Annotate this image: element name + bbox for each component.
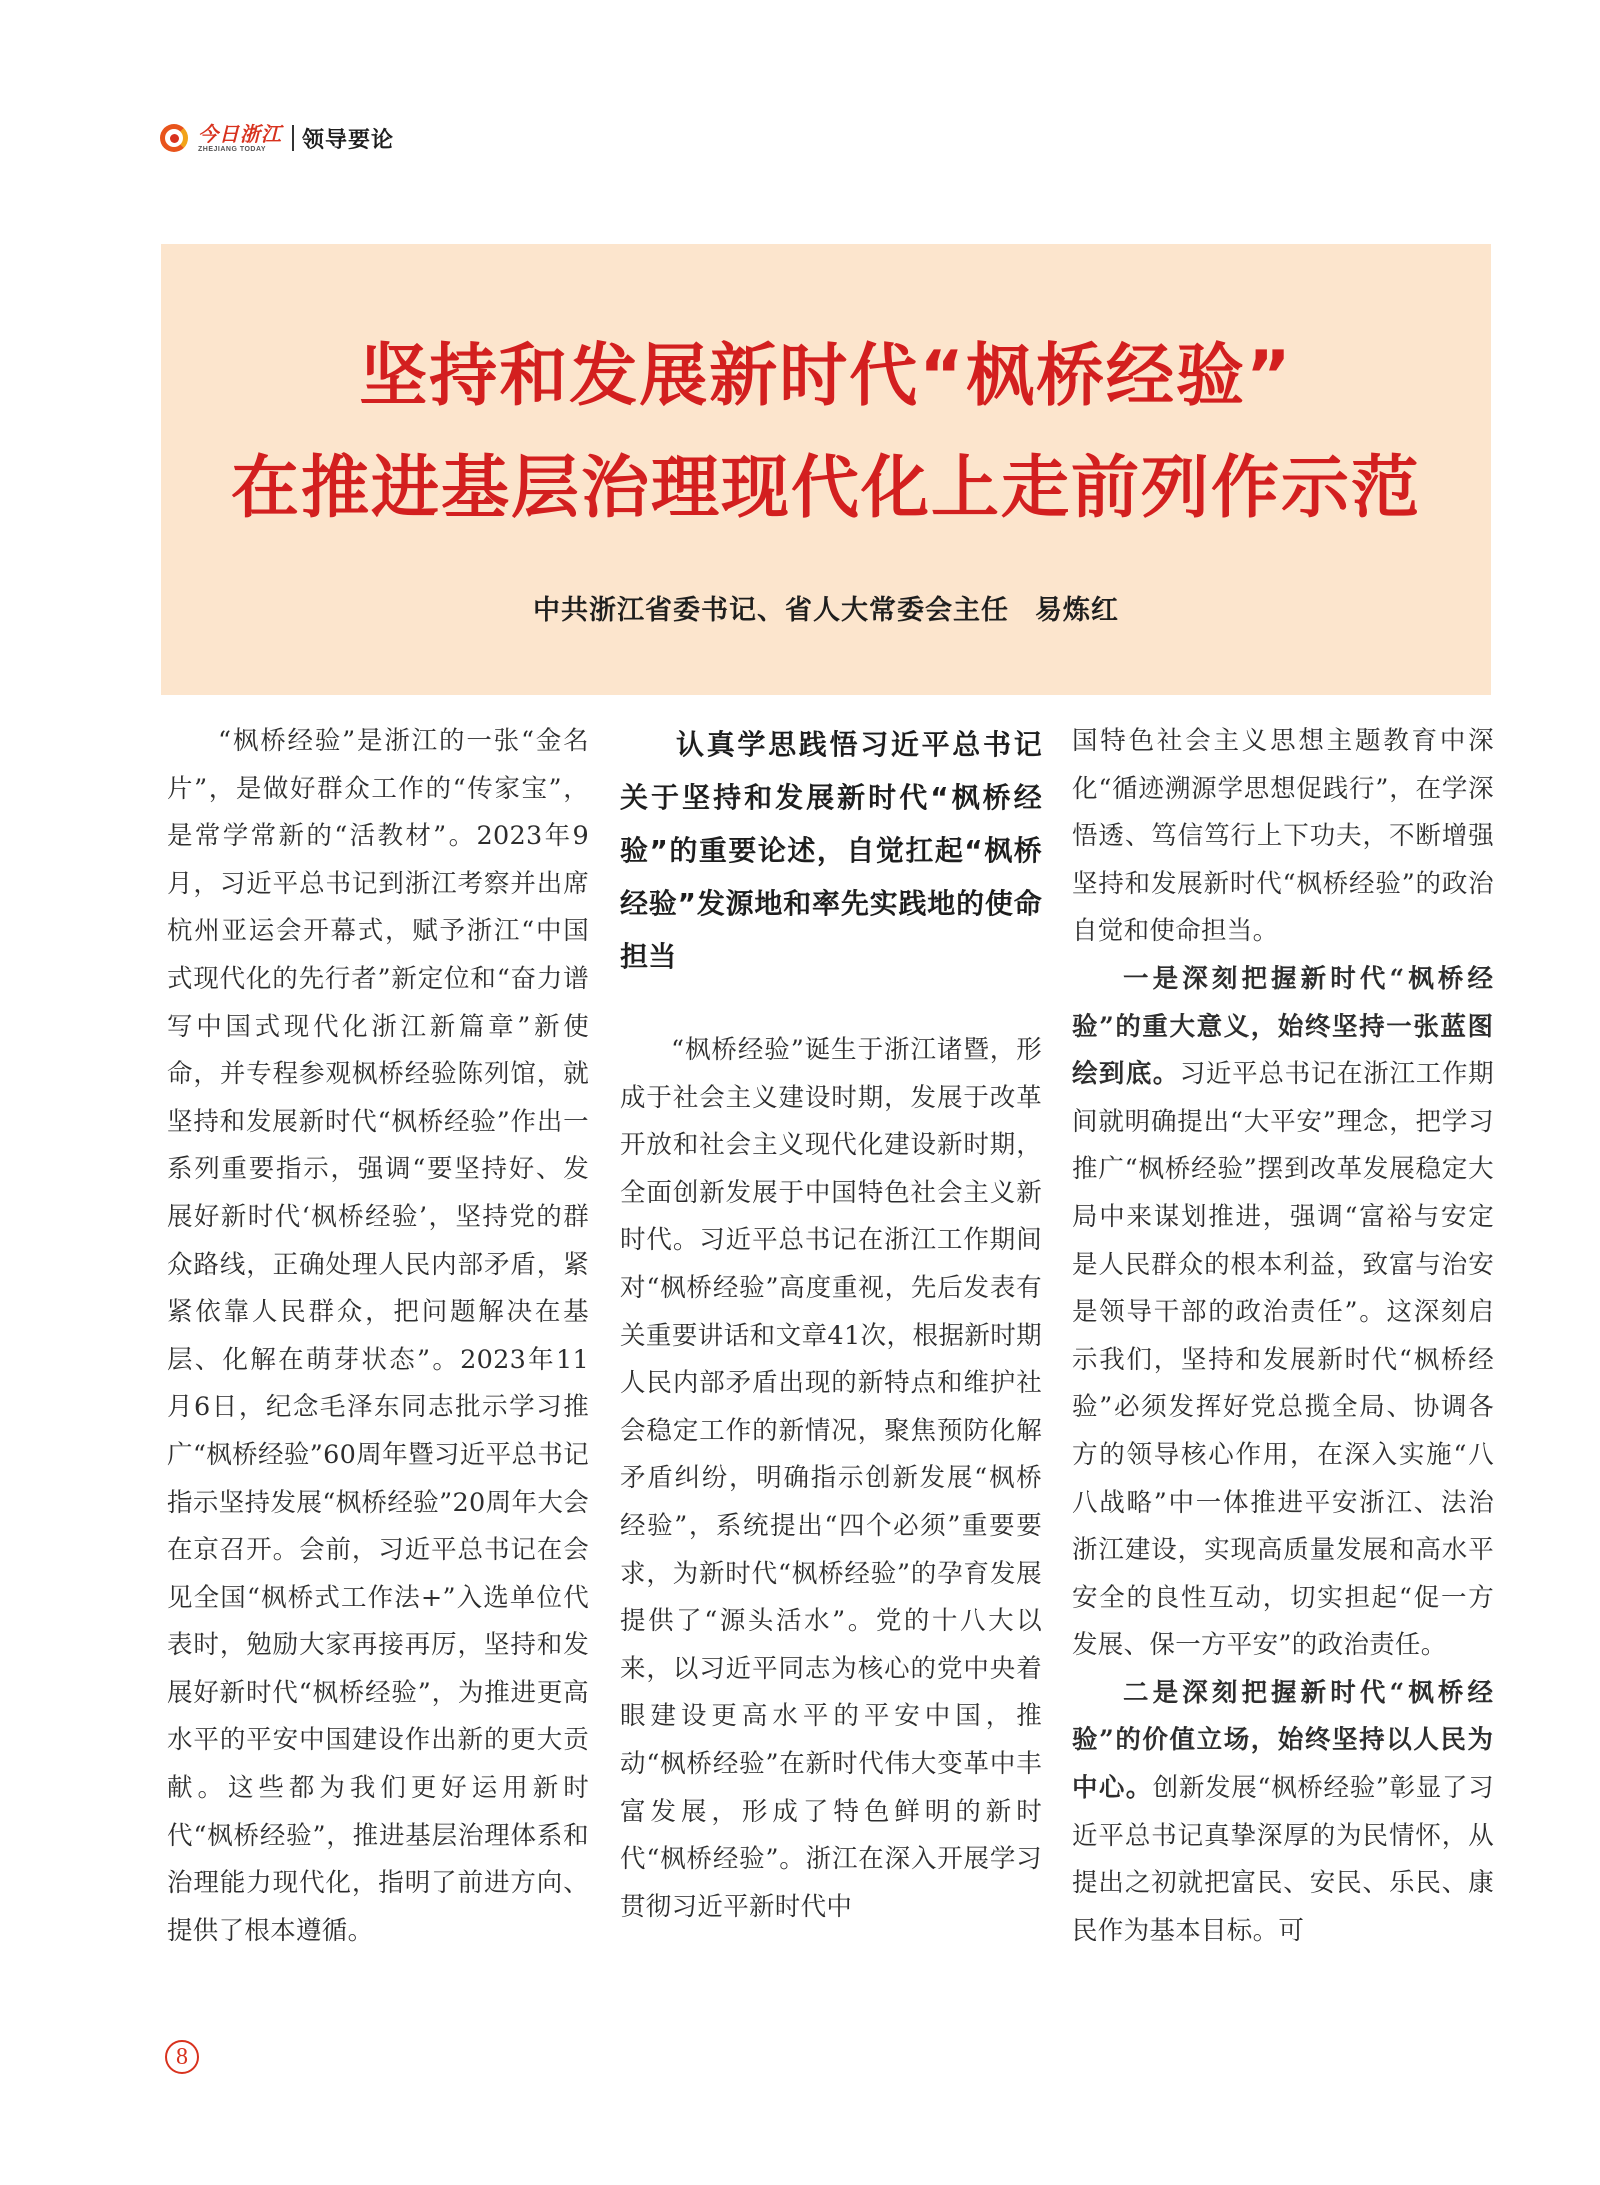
- logo: [198, 121, 282, 153]
- subheading-text: 认真学思践悟习近平总书记关于坚持和发展新时代“枫桥经验”的重要论述，自觉扛起“枫桥经验”发源地和率先实践地的使命担当: [620, 728, 1042, 973]
- logo-subtitle: ZHEJIANG TODAY: [198, 145, 267, 153]
- author-name: 易炼红: [1035, 595, 1119, 626]
- paragraph: [1072, 956, 1494, 1670]
- masthead-divider: [292, 125, 294, 151]
- masthead: [160, 118, 394, 158]
- body-column-3: [1072, 718, 1494, 1955]
- paragraph: 国特色社会主义思想主题教育中深化“循迹溯源学思想促践行”，在学深悟透、笃信笃行上下功夫，不断增强坚持和发展新时代“枫桥经验”的政治自觉和使命担当。: [1072, 726, 1494, 947]
- section-subheading: [620, 718, 1042, 983]
- logo-title: 今日浙江: [198, 121, 282, 146]
- body-column-2: [620, 718, 1042, 1931]
- author-position: 中共浙江省委书记、省人大常委会主任: [533, 595, 1009, 626]
- paragraph-body: 创新发展“枫桥经验”彰显了习近平总书记真挚深厚的为民情怀，从提出之初就把富民、安民、乐民、康民作为基本目标。可: [1072, 1773, 1494, 1946]
- byline: [161, 588, 1491, 627]
- page-number: 8: [165, 2040, 199, 2074]
- title-block: [161, 244, 1491, 695]
- paragraph-lead: 二是深刻把握新时代“枫桥经验”的价值立场，始终坚持以人民为中心。: [1072, 1677, 1494, 1804]
- paragraph: “枫桥经验”诞生于浙江诸暨，形成于社会主义建设时期，发展于改革开放和社会主义现代化建设新时期，全面创新发展于中国特色社会主义新时代。习近平总书记在浙江工作期间对“枫桥经验”高度重视，先后发表有关重要讲话和文章41次，根据新时期人民内部矛盾出现的新特点和维护社会稳定工作的新情况，聚焦预防化解矛盾纠纷，明确指示创新发展“枫桥经验”，系统提出“四个必须”重要要求，为新时代“枫桥经验”的孕育发展提供了“源头活水”。党的十八大以来，以习近平同志为核心的党中央着眼建设更高水平的平安中国，推动“枫桥经验”在新时代伟大变革中丰富发展，形成了特色鲜明的新时代“枫桥经验”。浙江在深入开展学习贯彻习近平新时代中: [620, 1035, 1042, 1922]
- paragraph-lead: 一是深刻把握新时代“枫桥经验”的重大意义，始终坚持一张蓝图绘到底。: [1072, 963, 1494, 1090]
- body-column-1: [167, 718, 589, 1955]
- logo-icon: [160, 122, 192, 154]
- paragraph-body: 习近平总书记在浙江工作期间就明确提出“大平安”理念，把学习推广“枫桥经验”摆到改革发展稳定大局中来谋划推进，强调“富裕与安定是人民群众的根本利益，致富与治安是领导干部的政治责任”。这深刻启示我们，坚持和发展新时代“枫桥经验”必须发挥好党总揽全局、协调各方的领导核心作用，在深入实施“八八战略”中一体推进平安浙江、法治浙江建设，实现高质量发展和高水平安全的良性互动，切实担起“促一方发展、保一方平安”的政治责任。: [1072, 1059, 1494, 1661]
- paragraph: “枫桥经验”是浙江的一张“金名片”，是做好群众工作的“传家宝”，是常学常新的“活教材”。2023年9月，习近平总书记到浙江考察并出席杭州亚运会开幕式，赋予浙江“中国式现代化的先行者”新定位和“奋力谱写中国式现代化浙江新篇章”新使命，并专程参观枫桥经验陈列馆，就坚持和发展新时代“枫桥经验”作出一系列重要指示，强调“要坚持好、发展好新时代‘枫桥经验’，坚持党的群众路线，正确处理人民内部矛盾，紧紧依靠人民群众，把问题解决在基层、化解在萌芽状态”。2023年11月6日，纪念毛泽东同志批示学习推广“枫桥经验”60周年暨习近平总书记指示坚持发展“枫桥经验”20周年大会在京召开。会前，习近平总书记在会见全国“枫桥式工作法+”入选单位代表时，勉励大家再接再厉，坚持和发展好新时代“枫桥经验”，为推进更高水平的平安中国建设作出新的更大贡献。这些都为我们更好运用新时代“枫桥经验”，推进基层治理体系和治理能力现代化，指明了前进方向、提供了根本遵循。: [167, 726, 589, 1946]
- article-title-line-2: 在推进基层治理现代化上走前列作示范: [230, 449, 1421, 528]
- section-label: 领导要论: [302, 127, 395, 153]
- paragraph: [1072, 1670, 1494, 1956]
- article-title-line-1: 坚持和发展新时代“枫桥经验”: [359, 337, 1293, 416]
